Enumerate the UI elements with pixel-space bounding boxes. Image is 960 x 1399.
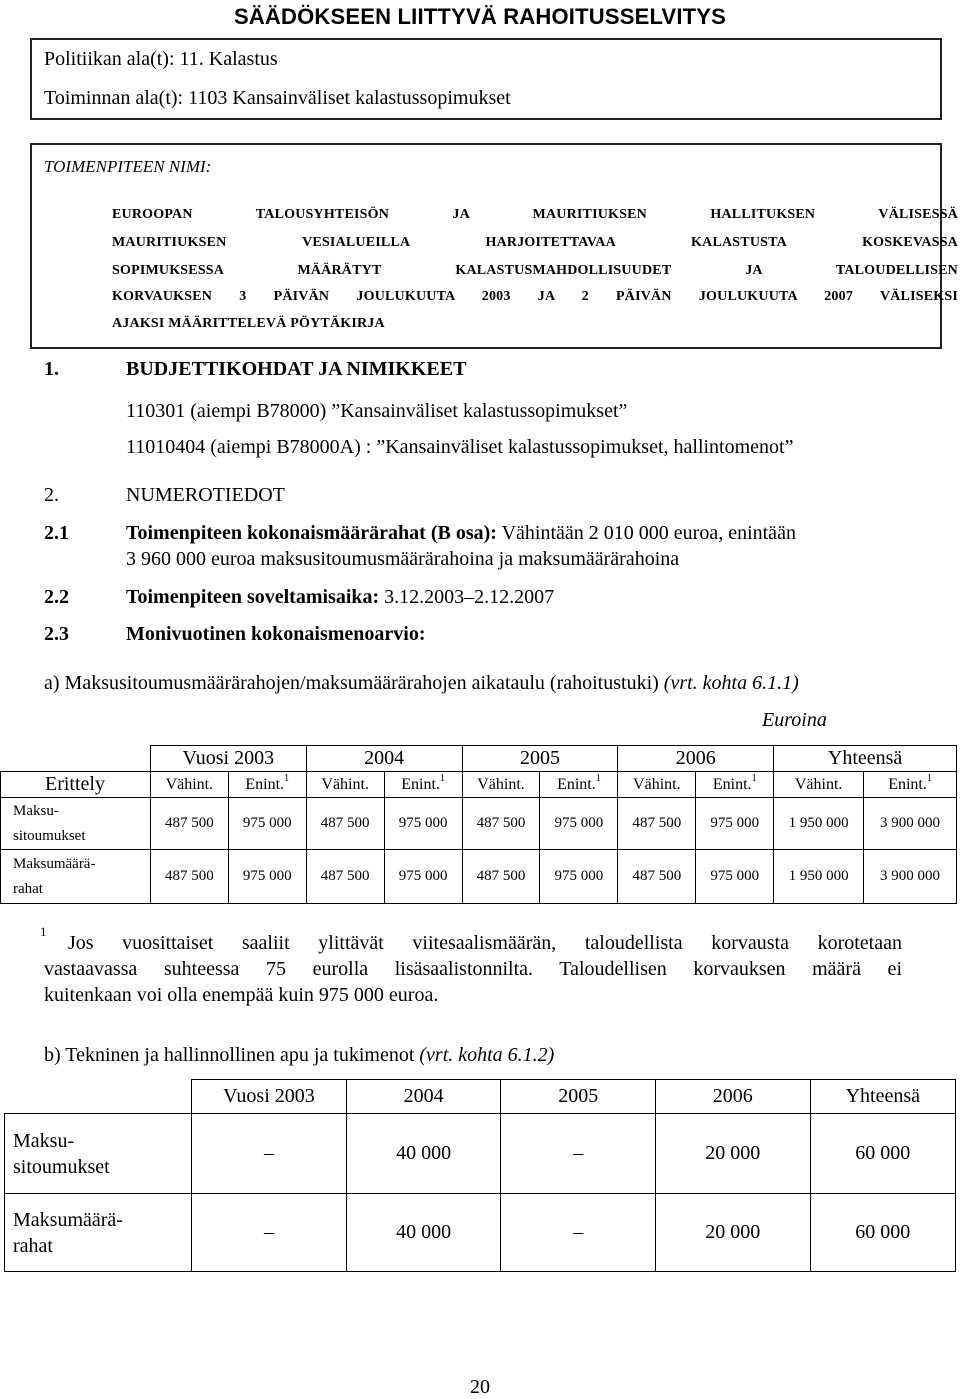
min-header: Vähint. <box>306 772 384 798</box>
year-header: 2004 <box>306 746 462 772</box>
max-header: Enint.$^1$ <box>228 772 306 798</box>
section-2-2-value: 3.12.2003–2.12.2007 <box>384 586 555 608</box>
subsection-b-ref: (vrt. kohta 6.1.2) <box>419 1044 555 1066</box>
min-header: Vähint. <box>150 772 228 798</box>
section-2-1-number: 2.1 <box>44 522 69 544</box>
section-2-3-label: Monivuotinen kokonaismenoarvio: <box>126 623 426 645</box>
measure-label: TOIMENPITEEN NIMI: <box>44 157 212 176</box>
commitments-table <box>0 745 957 904</box>
measure-name-box <box>30 143 958 349</box>
section-2-1-value-cont: 3 960 000 euroa maksusitoumusmäärärahoina ja maksumäärärahoina <box>126 548 680 570</box>
max-header: Enint.$^1$ <box>696 772 774 798</box>
year-header: 2006 <box>656 1080 811 1114</box>
table-row: Maksumäärä- rahat 487 500 975 000 487 500 975 000 487 500 975 000 487 500 975 000 1 950 000 3 900 000 <box>1 850 957 904</box>
min-header: Vähint. <box>774 772 864 798</box>
min-header: Vähint. <box>618 772 696 798</box>
subsection-a-ref: (vrt. kohta 6.1.1) <box>663 672 799 694</box>
measure-line-1: EUROOPAN TALOUSYHTEISÖN JA MAURITIUKSEN HALLITUKSEN VÄLISESSÄ <box>112 207 958 222</box>
table-row: Maksu- sitoumukset – 40 000 – 20 000 60 000 <box>5 1114 956 1194</box>
page-number: 20 <box>470 1376 490 1398</box>
year-header: 2005 <box>501 1080 656 1114</box>
technical-assistance-table <box>4 1079 956 1272</box>
activity-area: Toiminnan ala(t): 1103 Kansainväliset kalastussopimukset <box>44 87 511 109</box>
footnote-line-3: kuitenkaan voi olla enempää kuin 975 000 euroa. <box>44 984 439 1006</box>
policy-box <box>30 38 942 120</box>
year-header: 2005 <box>462 746 618 772</box>
section-2-3-number: 2.3 <box>44 623 69 645</box>
row-label-header: Erittely <box>1 772 151 798</box>
min-header: Vähint. <box>462 772 540 798</box>
currency-unit: Euroina <box>762 709 827 731</box>
footnote-line-2: vastaavassa suhteessa 75 eurolla lisäsaalistonnilta. Taloudellisen korvauksen määrä ei <box>44 958 902 980</box>
section-2-2-number: 2.2 <box>44 586 69 608</box>
table-row: Maksumäärä- rahat – 40 000 – 20 000 60 000 <box>5 1194 956 1272</box>
budget-item-1: 110301 (aiempi B78000) ”Kansainväliset kalastussopimukset” <box>126 400 628 422</box>
section-2-2-label: Toimenpiteen soveltamisaika: <box>126 586 380 608</box>
section-2-title: NUMEROTIEDOT <box>126 484 285 506</box>
section-2-1-label: Toimenpiteen kokonaismäärärahat (B osa): <box>126 522 497 544</box>
max-header: Enint.$^1$ <box>384 772 462 798</box>
subsection-a-text: a) Maksusitoumusmäärärahojen/maksumäärärahojen aikataulu (rahoitustuki) <box>44 672 659 694</box>
document-title: SÄÄDÖKSEEN LIITTYVÄ RAHOITUSSELVITYS <box>233 4 727 29</box>
footnote-mark: 1 <box>40 924 47 939</box>
year-header: Yhteensä <box>774 746 957 772</box>
section-2-1-value: Vähintään 2 010 000 euroa, enintään <box>501 522 796 544</box>
section-1-number: 1. <box>44 358 59 380</box>
year-header: Vuosi 2003 <box>150 746 306 772</box>
measure-line-4: KORVAUKSEN 3 PÄIVÄN JOULUKUUTA 2003 JA 2 PÄIVÄN JOULUKUUTA 2007 VÄLISEKSI <box>112 289 958 304</box>
section-2-number: 2. <box>44 484 59 506</box>
year-header: Yhteensä <box>810 1080 955 1114</box>
year-header: 2006 <box>618 746 774 772</box>
section-1-title: BUDJETTIKOHDAT JA NIMIKKEET <box>126 358 467 380</box>
max-header: Enint.$^1$ <box>540 772 618 798</box>
section-2-1-text <box>126 522 916 545</box>
max-header: Enint.$^1$ <box>864 772 957 798</box>
year-header: 2004 <box>346 1080 501 1114</box>
measure-line-2: MAURITIUKSEN VESIALUEILLA HARJOITETTAVAA KALASTUSTA KOSKEVASSA <box>112 235 958 250</box>
footnote-line-1: Jos vuosittaiset saaliit ylittävät viitesaalismäärän, taloudellista korvausta korotetaan <box>68 932 902 954</box>
measure-line-3: SOPIMUKSESSA MÄÄRÄTYT KALASTUSMAHDOLLISUUDET JA TALOUDELLISEN <box>112 263 958 278</box>
measure-line-5: AJAKSI MÄÄRITTELEVÄ PÖYTÄKIRJA <box>112 316 385 331</box>
table-row: Maksu- sitoumukset 487 500 975 000 487 500 975 000 487 500 975 000 487 500 975 000 1 950 000 3 900 000 <box>1 798 957 850</box>
policy-area: Politiikan ala(t): 11. Kalastus <box>44 48 278 70</box>
subsection-b-text: b) Tekninen ja hallinnollinen apu ja tukimenot <box>44 1044 415 1066</box>
year-header: Vuosi 2003 <box>192 1080 347 1114</box>
budget-item-2: 11010404 (aiempi B78000A) : ”Kansainväliset kalastussopimukset, hallintomenot” <box>126 436 794 458</box>
